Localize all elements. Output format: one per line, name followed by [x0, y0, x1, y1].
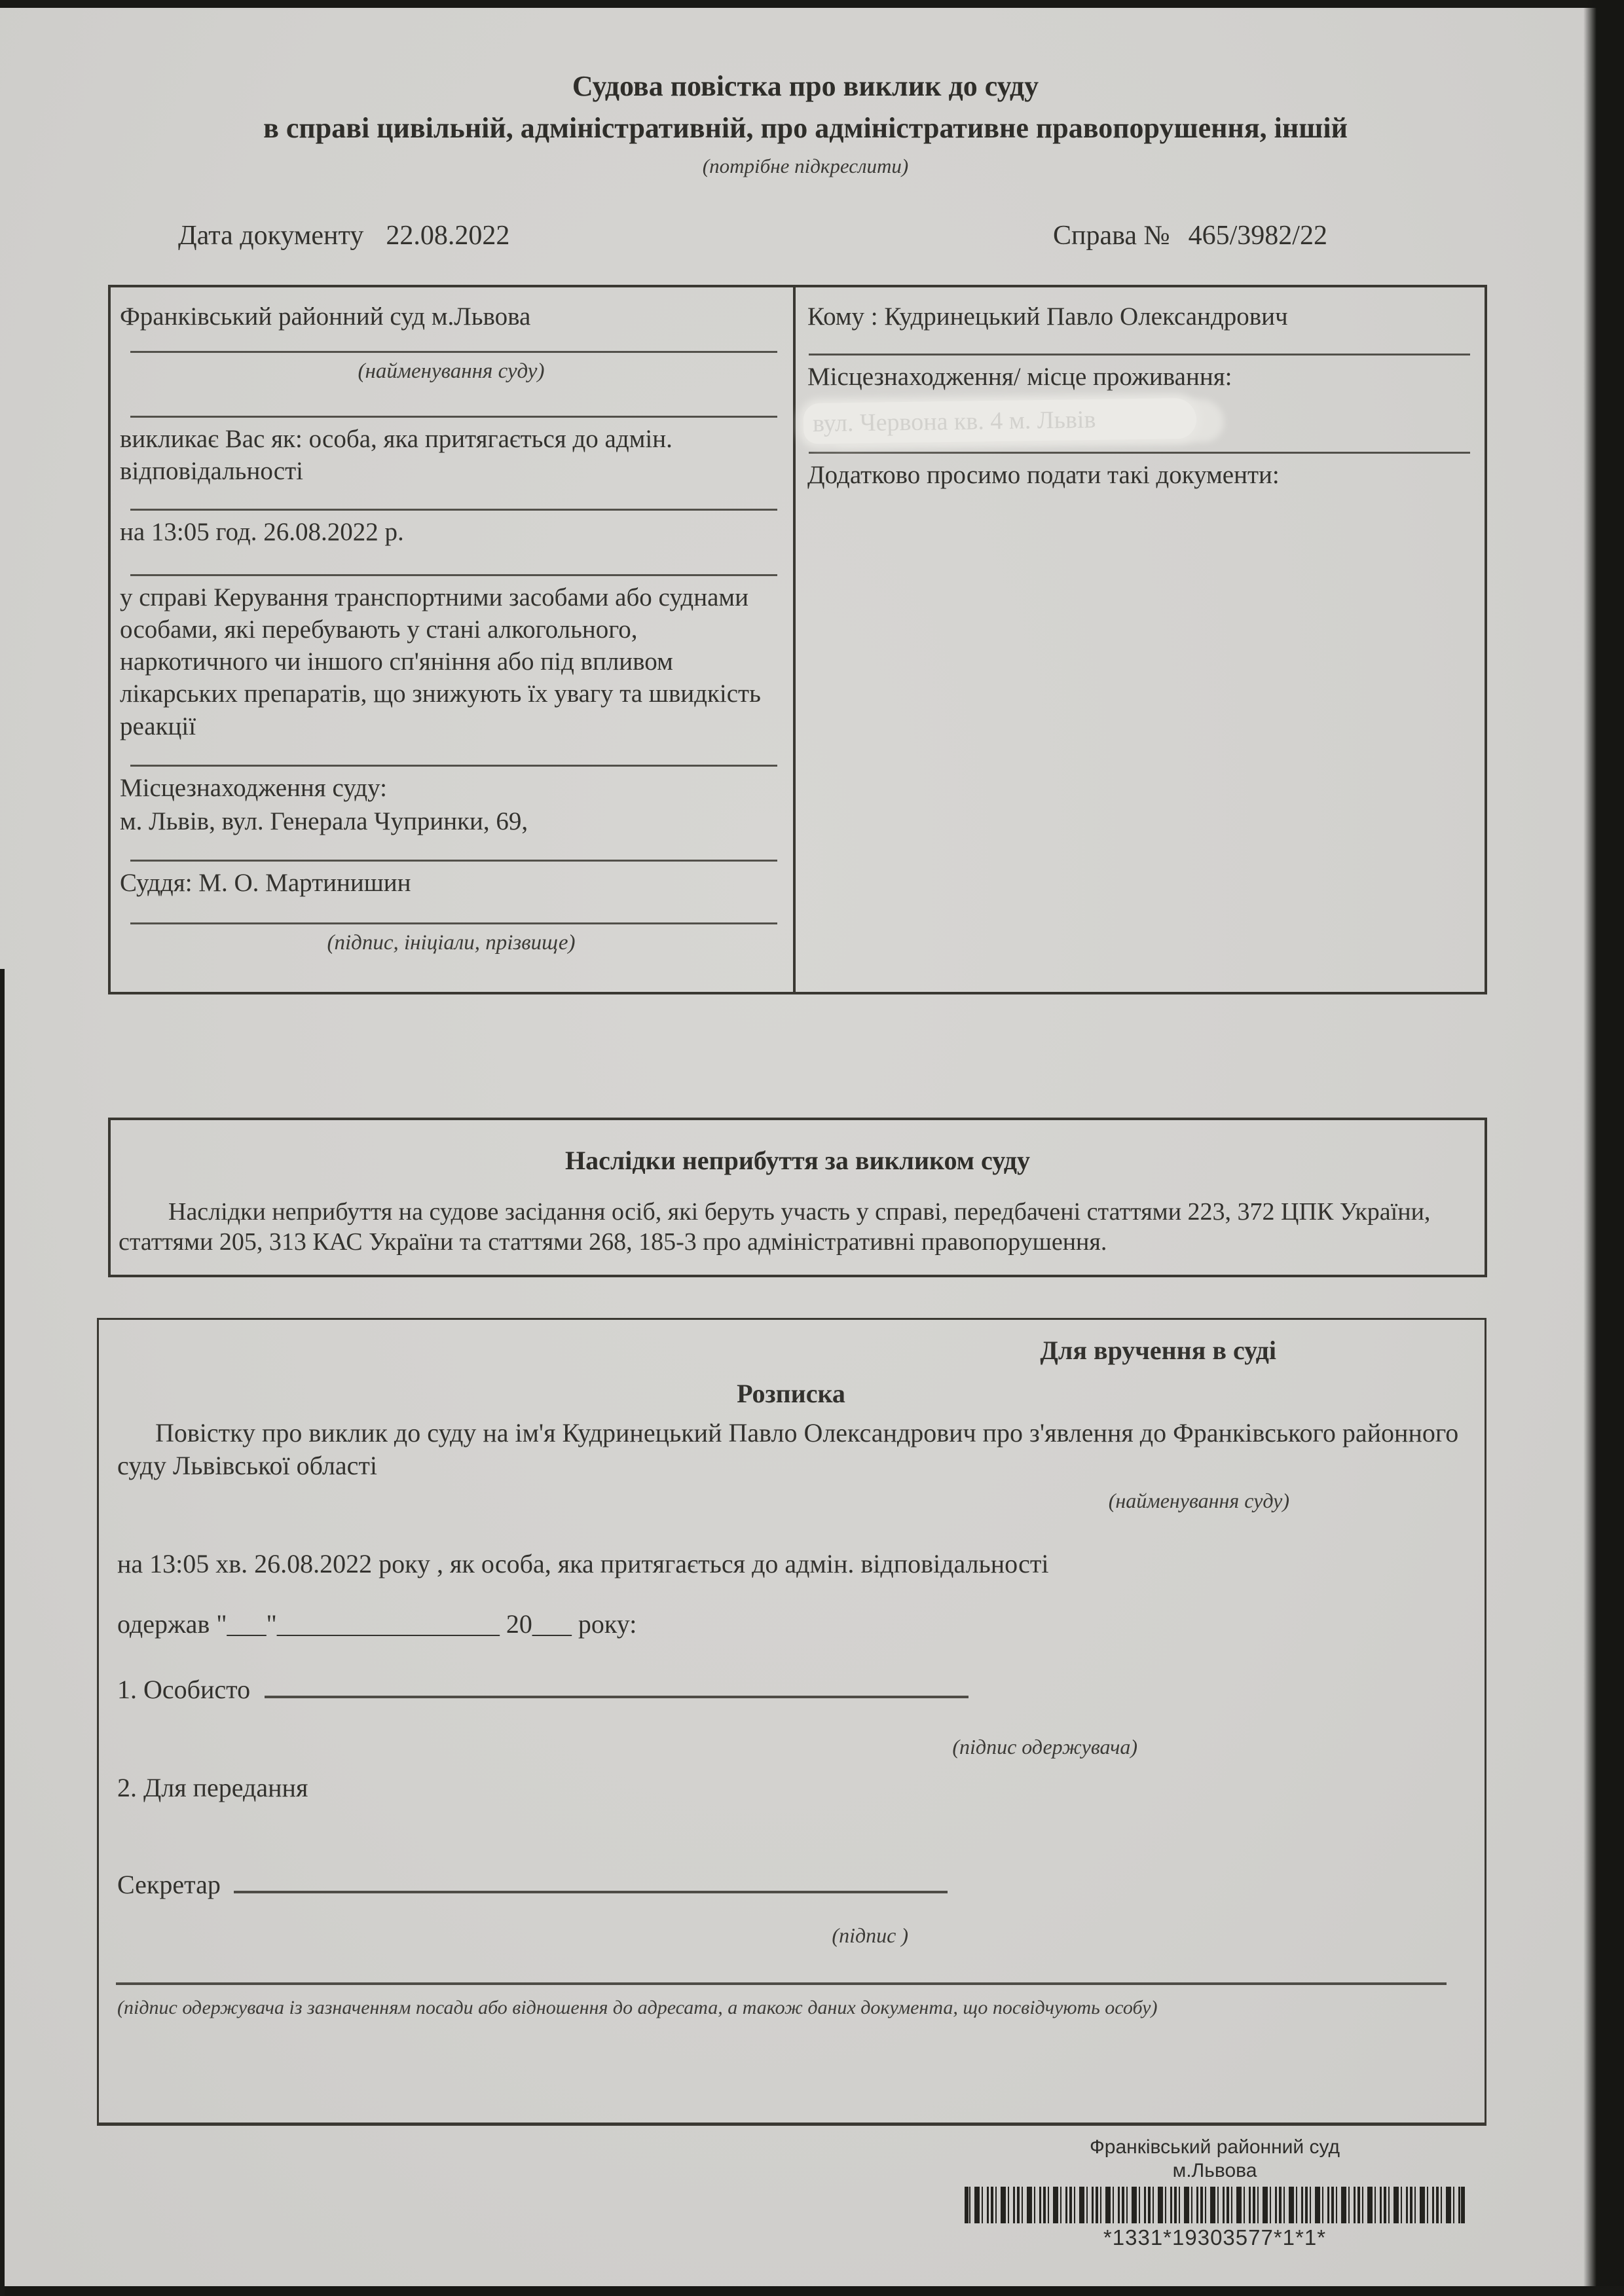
personally-row [117, 1671, 1465, 1706]
signature-line [234, 1866, 948, 1893]
ruled-line [116, 1982, 1447, 1985]
ruled-line [130, 765, 777, 767]
footer-court-line-2: м.Львова [1172, 2160, 1257, 2181]
secretary-signature-caption: (підпис ) [832, 1923, 908, 1947]
ruled-line [809, 452, 1470, 454]
receipt-footnote: (підпис одержувача із зазначенням посади або відношення до адресата, а також даних документа, що посвідчують особу) [117, 1997, 1158, 2018]
documents-request-label: Додатково просимо подати такі документи: [807, 461, 1280, 490]
ruled-line [130, 509, 777, 511]
personally-label: 1. Особисто [117, 1675, 251, 1704]
scan-edge-bottom [0, 2286, 1624, 2296]
residence-label: Місцезнаходження/ місце проживання: [807, 363, 1232, 392]
redacted-address-ghost-text: вул. Червона кв. 4 м. Львів [812, 406, 1096, 438]
secretary-label: Секретар [117, 1870, 221, 1899]
barcode [965, 2187, 1465, 2223]
scan-edge-right [1583, 0, 1624, 2296]
date-label: Дата документу [178, 221, 364, 251]
appearance-line: на 13:05 хв. 26.08.2022 року , як особа, яка притягається до адмін. відповідальності [117, 1549, 1049, 1578]
summons-recipient-cell [796, 287, 1485, 992]
signature-line [265, 1671, 969, 1698]
called-as-text: викликає Вас як: особа, яка притягається до адмін. відповідальності [120, 424, 673, 485]
court-address: м. Львів, вул. Генерала Чупринки, 69, [120, 807, 528, 835]
receipt-title: Розписка [737, 1379, 845, 1408]
receipt-box [97, 1318, 1486, 2126]
judge-signature-caption: (підпис, ініціали, прізвище) [327, 931, 576, 955]
footer [953, 2136, 1477, 2251]
case-description: у справі Керування транспортними засобами або суднами особами, які перебувають у стані алкогольного, наркотичного чи іншого сп'яніння або під впливом лікарських препаратів, що знижують їх увагу та швидкість реакції [120, 583, 761, 740]
consequences-text: Наслідки неприбуття на судове засідання осіб, які беруть участь у справі, передбачені статтями 223, 372 ЦПК України, статтями 205, 313 КАС України та статтями 268, 185-3 про адміністративні правопорушення. [119, 1198, 1431, 1256]
recipient-line: Кому : Кудринецький Павло Олександрович [807, 302, 1288, 331]
underline-note: (потрібне підкреслити) [702, 155, 909, 177]
consequences-box [108, 1118, 1487, 1277]
case-label: Справа № [1053, 221, 1170, 251]
court-name: Франківський районний суд м.Львова [120, 302, 531, 331]
barcode-value: *1331*19303577*1*1* [1103, 2225, 1327, 2250]
redacted-address-blob [803, 398, 1197, 444]
ruled-line [130, 860, 777, 862]
document-title [92, 65, 1519, 149]
document-date [178, 220, 509, 251]
ruled-line [130, 574, 777, 576]
ruled-line [809, 354, 1470, 355]
recipient-signature-caption: (підпис одержувача) [952, 1735, 1137, 1758]
judge-line: Суддя: М. О. Мартинишин [120, 868, 411, 897]
scan-edge-top [0, 0, 1624, 8]
receipt-court-caption: (найменування суду) [1108, 1489, 1289, 1512]
serve-in-court-label: Для вручення в суді [1040, 1336, 1276, 1365]
secretary-row [117, 1866, 1465, 1901]
court-location-label: Місцезнаходження суду: [120, 773, 387, 802]
date-value: 22.08.2022 [386, 221, 510, 251]
ruled-line [130, 416, 777, 418]
summons-court-cell [111, 287, 796, 992]
ruled-line [130, 922, 777, 924]
received-date-line: одержав "___"_________________ 20___ року: [117, 1609, 637, 1639]
footer-court-line-1: Франківський районний суд [1089, 2136, 1340, 2158]
scan-edge-left [0, 969, 5, 2296]
consequences-title: Наслідки неприбуття за викликом суду [565, 1146, 1030, 1175]
transfer-label: 2. Для передання [117, 1773, 308, 1802]
hearing-datetime: на 13:05 год. 26.08.2022 р. [120, 517, 404, 546]
case-number [1053, 220, 1327, 251]
summons-table [108, 285, 1487, 994]
title-line-2: в справі цивільній, адміністративній, про адміністративне правопорушення, іншій [263, 111, 1348, 144]
title-line-1: Судова повістка про виклик до суду [572, 70, 1039, 102]
case-number-value: 465/3982/22 [1188, 221, 1327, 251]
court-name-caption: (найменування суду) [358, 359, 545, 384]
receipt-body-text: Повістку про виклик до суду на ім'я Кудринецький Павло Олександрович про з'явлення до Франківського районного суду Львівської області [117, 1418, 1459, 1480]
ruled-line [130, 351, 777, 353]
